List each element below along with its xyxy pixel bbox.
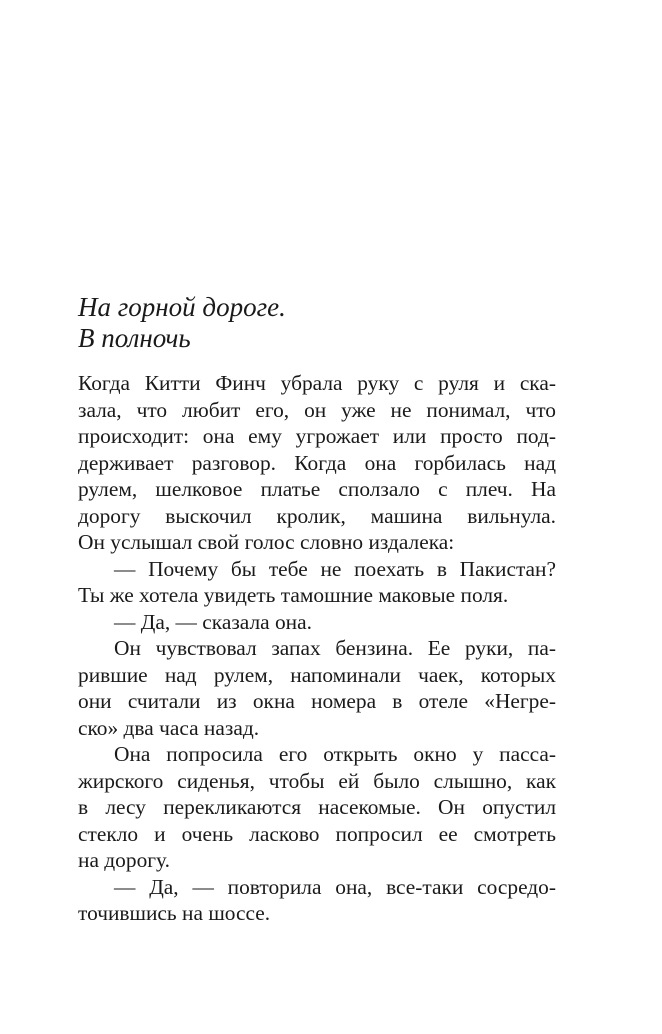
chapter-title [78,292,286,354]
chapter-title-line-1: На горной дороге. [78,292,286,322]
text-line: Он чувствовал запах бензина. Ее руки, па- [114,636,556,660]
text-line: стекло и очень ласково попросил ее смотреть [78,821,556,846]
chapter-title-line-2: В полночь [78,323,191,353]
text-line: в лесу перекликаются насекомые. Он опустил [78,795,556,819]
text-line: рулем, шелковое платье сползало с плеч. На [78,477,556,501]
text-line: на дорогу. [78,848,170,872]
text-line: держивает разговор. Когда она горбилась над [78,450,556,475]
text-line: Она попросила его открыть окно у пасса- [114,742,556,766]
text-line: дорогу выскочил кролик, машина вильнула. [78,503,556,528]
text-line: Когда Китти Финч убрала руку с руля и ска- [78,371,556,395]
text-line: они считали из окна номера в отеле «Негре- [78,689,556,713]
text-line: рившие над рулем, напоминали чаек, которых [78,662,556,687]
text-line: — Почему бы тебе не поехать в Пакистан? [114,556,556,581]
text-line: — Да, — повторила она, все-таки сосредо- [114,874,556,899]
text-line: — Да, — сказала она. [114,609,312,634]
body-text [78,370,556,927]
text-line: Ты же хотела увидеть тамошние маковые поля. [78,583,509,607]
text-line: происходит: она ему угрожает или просто под- [78,424,556,448]
text-line: ско» два часа назад. [78,715,260,740]
text-line: Он услышал свой голос словно издалека: [78,530,455,554]
text-line: жирского сиденья, чтобы ей было слышно, как [78,768,556,793]
text-line: точившись на шоссе. [78,901,271,925]
text-line: зала, что любит его, он уже не понимал, что [78,397,556,422]
